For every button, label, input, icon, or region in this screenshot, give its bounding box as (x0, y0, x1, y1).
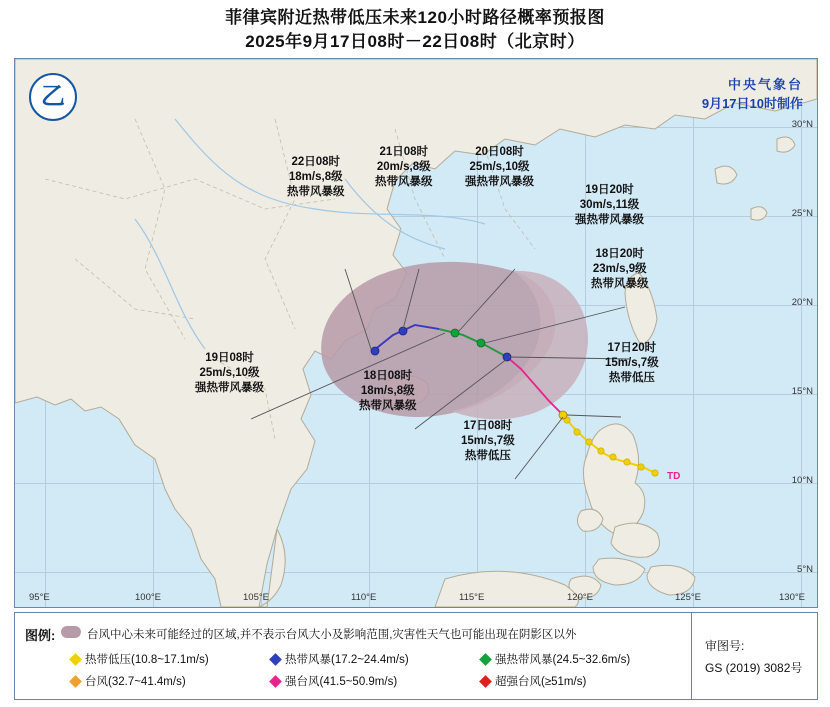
lon-label-95: 95°E (29, 592, 50, 603)
legend-item-label: 超强台风(≥51m/s) (495, 676, 587, 688)
storm-td-tag: TD (667, 471, 681, 482)
callout-category: 热带风暴级 (591, 278, 649, 290)
callout-wind: 15m/s,7级 (605, 357, 659, 369)
callout-17d20 (605, 341, 659, 386)
lat-label-5: 5°N (797, 564, 813, 575)
track-node-19d20 (477, 339, 485, 347)
legend-item-superty (481, 673, 586, 689)
callout-category: 热带风暴级 (287, 186, 345, 198)
super-typhoon-icon (479, 675, 492, 688)
callout-20d08 (465, 145, 534, 190)
callout-19d20 (575, 183, 644, 228)
callout-category: 热带低压 (608, 372, 655, 384)
callout-time: 17日08时 (463, 420, 513, 432)
legend-note: 台风中心未来可能经过的区域,并不表示台风大小及影响范围,灾害性天气也可能出现在阴影区以外 (87, 629, 577, 641)
callout-category: 热带风暴级 (375, 176, 433, 188)
callout-22d08 (287, 155, 345, 200)
approval-label: 审图号: (705, 639, 745, 653)
coastline-layer (15, 59, 817, 607)
approval-block (705, 635, 802, 679)
legend-item-label: 台风(32.7~41.4m/s) (85, 676, 186, 688)
title-line-2: 2025年9月17日08时－22日08时（北京时） (245, 32, 585, 51)
lon-label-100: 100°E (135, 592, 161, 603)
callout-wind: 30m/s,11级 (579, 199, 640, 211)
callout-wind: 20m/s,8级 (376, 161, 431, 173)
severe-tropical-storm-icon (479, 653, 492, 666)
callout-time: 19日08时 (205, 352, 254, 364)
legend-row-1 (71, 651, 691, 667)
track-node-20d08 (451, 329, 459, 337)
forecast-map[interactable] (14, 58, 818, 608)
callout-category: 强热带风暴级 (465, 176, 534, 188)
lat-label-10: 10°N (791, 475, 813, 486)
legend-panel (14, 612, 818, 700)
typhoon-icon (69, 675, 82, 688)
legend-row-2 (71, 673, 691, 689)
legend-divider (691, 613, 692, 699)
callout-time: 22日08时 (291, 156, 341, 168)
lat-label-25: 25°N (791, 208, 813, 219)
callout-19d08 (195, 351, 264, 396)
callout-18d20 (591, 247, 649, 292)
callout-21d08 (375, 145, 433, 190)
cma-logo-icon (29, 73, 77, 121)
callout-wind: 23m/s,9级 (592, 263, 647, 275)
callout-time: 17日20时 (607, 342, 657, 354)
callout-17d08 (461, 419, 515, 464)
lon-label-110: 110°E (351, 592, 377, 603)
callout-time: 20日08时 (475, 146, 524, 158)
tropical-depression-icon (69, 653, 82, 666)
lon-label-130: 130°E (779, 592, 805, 603)
callout-time: 19日20时 (585, 184, 634, 196)
callout-wind: 25m/s,10级 (199, 367, 260, 379)
callout-category: 强热带风暴级 (575, 214, 644, 226)
legend-item-sts (481, 651, 630, 667)
cma-logo-glyph: 乙 (41, 83, 65, 110)
track-node-17d20 (559, 411, 567, 419)
lon-label-115: 115°E (459, 592, 485, 603)
agency-name: 中央气象台 (727, 77, 803, 92)
lon-label-105: 105°E (243, 592, 269, 603)
legend-items (71, 651, 691, 695)
lat-label-30: 30°N (791, 119, 813, 130)
callout-time: 18日20时 (595, 248, 645, 260)
callout-category: 强热带风暴级 (195, 382, 264, 394)
title-line-1: 菲律宾附近热带低压未来120小时路径概率预报图 (225, 8, 605, 27)
legend-item-sty (271, 673, 481, 689)
lon-label-120: 120°E (567, 592, 593, 603)
legend-item-ty (71, 673, 271, 689)
tropical-storm-icon (269, 653, 282, 666)
approval-number: GS (2019) 3082号 (705, 661, 803, 675)
callout-wind: 18m/s,8级 (288, 171, 343, 183)
legend-title: 图例: (25, 628, 56, 643)
legend-item-label: 热带低压(10.8~17.1m/s) (85, 654, 209, 666)
callout-time: 21日08时 (379, 146, 429, 158)
callout-category: 热带风暴级 (359, 400, 417, 412)
lat-label-15: 15°N (791, 386, 813, 397)
severe-typhoon-icon (269, 675, 282, 688)
page-title (0, 6, 830, 54)
legend-item-label: 强台风(41.5~50.9m/s) (285, 676, 398, 688)
callout-wind: 15m/s,7级 (461, 435, 515, 447)
agency-stamp (702, 75, 803, 113)
callout-18d08 (359, 369, 417, 414)
legend-shade-swatch (61, 626, 81, 638)
lon-label-125: 125°E (675, 592, 701, 603)
legend-item-ts (271, 651, 481, 667)
callout-category: 热带低压 (464, 450, 511, 462)
callout-wind: 25m/s,10级 (469, 161, 530, 173)
callout-wind: 18m/s,8级 (360, 385, 415, 397)
legend-item-td (71, 651, 271, 667)
lat-label-20: 20°N (791, 297, 813, 308)
legend-item-label: 强热带风暴(24.5~32.6m/s) (495, 654, 631, 666)
legend-item-label: 热带风暴(17.2~24.4m/s) (285, 654, 409, 666)
track-node-22d08 (371, 347, 379, 355)
agency-issued: 9月17日10时制作 (701, 96, 803, 111)
callout-time: 18日08时 (363, 370, 413, 382)
